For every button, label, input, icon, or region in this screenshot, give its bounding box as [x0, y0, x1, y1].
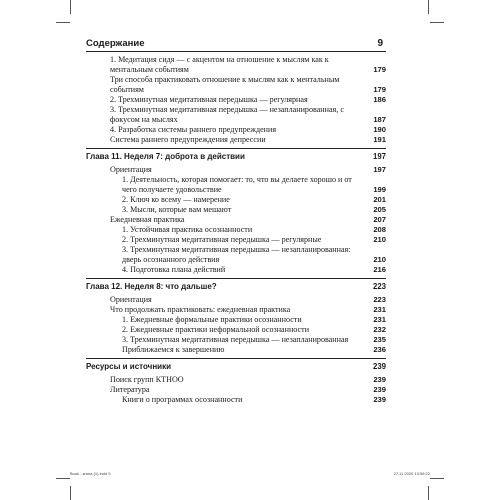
crop-mark	[56, 22, 70, 23]
toc-entry	[86, 75, 386, 95]
toc-entry-title: Ориентация	[110, 165, 152, 174]
toc-entry-page: 239	[373, 385, 386, 394]
toc-entry-page: 232	[373, 325, 386, 334]
toc-entry-page: 190	[373, 125, 386, 134]
toc-entry-title: 2. Трехминутная медитативная передышка — регулярная	[110, 95, 308, 104]
toc-entry-title: Что продолжать практиковать: ежедневная практика	[110, 305, 291, 314]
toc-entry-page: 186	[373, 95, 386, 104]
toc-entry	[86, 265, 386, 275]
toc-entry-page: 191	[373, 135, 386, 144]
toc-entry-title: Глава 11. Неделя 7: доброта в действии	[86, 152, 245, 161]
footer-file-name: Book - книга (1).indd 9	[70, 471, 111, 476]
toc-entry-page: 197	[372, 152, 386, 161]
header-title: Содержание	[86, 38, 145, 49]
toc-entry-page: 207	[373, 215, 386, 224]
toc-entry-page: 199	[373, 185, 386, 194]
crop-mark	[428, 0, 429, 14]
toc-entry	[86, 345, 386, 355]
toc-entry-page: 201	[373, 195, 386, 204]
toc-entry-page: 235	[373, 335, 386, 344]
toc-entry-title: Система раннего предупреждения депрессии	[110, 135, 266, 144]
toc-entry	[86, 325, 386, 335]
toc-entry	[86, 95, 386, 105]
toc-entry	[86, 55, 386, 75]
print-footer	[70, 471, 430, 476]
toc-entry	[86, 235, 386, 245]
crop-mark	[430, 22, 444, 23]
toc-entry-page: 208	[373, 225, 386, 234]
running-header	[86, 38, 386, 52]
table-of-contents	[86, 52, 386, 405]
toc-entry	[86, 215, 386, 225]
toc-entry-title: 2. Ежедневные практики неформальной осознанности	[122, 325, 310, 334]
toc-entry	[86, 125, 386, 135]
crop-mark	[56, 478, 70, 479]
toc-entry	[86, 315, 386, 325]
toc-entry-page: 239	[373, 375, 386, 384]
toc-entry	[86, 225, 386, 235]
toc-entry-title: 3. Трехминутная медитативная передышка — незапланированная, с фокусом на мыслях	[110, 105, 344, 124]
toc-entry-title: 1. Устойчивая практика осознанности	[122, 225, 253, 234]
toc-entry-page: 236	[373, 345, 386, 354]
toc-entry-title: Глава 12. Неделя 8: что дальше?	[86, 282, 217, 291]
header-page-number: 9	[377, 38, 383, 49]
toc-entry-page: 239	[372, 362, 386, 371]
toc-chapter-entry	[86, 148, 386, 162]
crop-mark	[70, 486, 71, 500]
toc-entry-title: 4. Подготовка плана действий	[122, 265, 226, 274]
toc-entry	[86, 245, 386, 265]
toc-chapter-entry	[86, 358, 386, 372]
toc-entry	[86, 295, 386, 305]
toc-entry-page: 179	[373, 65, 386, 74]
toc-entry-title: Ресурсы и источники	[86, 362, 171, 371]
toc-entry-title: Ежедневная практика	[110, 215, 185, 224]
toc-entry-title: 2. Ключ ко всему — намерение	[122, 195, 230, 204]
toc-entry-page: 239	[373, 395, 386, 404]
toc-entry-page: 197	[373, 165, 386, 174]
toc-entry-page: 210	[373, 235, 386, 244]
toc-entry-title: 2. Трехминутная медитативная передышка — регулярные	[122, 235, 322, 244]
toc-entry	[86, 205, 386, 215]
toc-entry-title: 3. Трехминутная медитативная передышка — незапланированная: дверь осознанного действия	[122, 245, 351, 264]
toc-entry-title: 4. Разработка системы раннего предупреждения	[110, 125, 277, 134]
toc-entry-title: Приближаемся к завершению	[122, 345, 225, 354]
toc-entry-page: 231	[373, 305, 386, 314]
toc-entry	[86, 335, 386, 345]
toc-entry-title: Литература	[110, 385, 150, 394]
book-page	[86, 38, 386, 405]
toc-entry-title: Книги о программах осознанности	[122, 395, 243, 404]
toc-entry-page: 187	[373, 115, 386, 124]
toc-entry-title: Поиск групп КТНОО	[110, 375, 184, 384]
toc-entry	[86, 385, 386, 395]
toc-chapter-entry	[86, 278, 386, 292]
toc-entry-title: 3. Мысли, которые вам мешают	[122, 205, 232, 214]
toc-entry-page: 179	[373, 85, 386, 94]
toc-entry-page: 223	[373, 295, 386, 304]
toc-entry	[86, 105, 386, 125]
toc-entry-page: 231	[373, 315, 386, 324]
toc-entry	[86, 375, 386, 385]
toc-entry-title: 3. Трехминутная медитативная передышка — незапланированная	[122, 335, 349, 344]
toc-entry-page: 223	[372, 282, 386, 291]
toc-entry-page: 216	[373, 265, 386, 274]
toc-entry	[86, 135, 386, 145]
toc-entry	[86, 305, 386, 315]
toc-entry	[86, 195, 386, 205]
toc-entry	[86, 395, 386, 405]
toc-entry-title: Ориентация	[110, 295, 152, 304]
footer-timestamp: 27.11.2020 13:56:22	[393, 471, 430, 476]
crop-mark	[428, 486, 429, 500]
toc-entry-title: 1. Деятельность, которая помогает: то, что вы делаете хорошо и от чего получаете удовольствие	[122, 175, 352, 194]
crop-mark	[70, 0, 71, 14]
toc-entry-title: 1. Ежедневные формальные практики осознанности	[122, 315, 302, 324]
crop-mark	[430, 478, 444, 479]
toc-entry-page: 205	[373, 205, 386, 214]
toc-entry-page: 210	[373, 255, 386, 264]
toc-entry-title: Три способа практиковать отношение к мыслям как к ментальным событиям	[110, 75, 340, 94]
toc-entry-title: 1. Медитация сидя — с акцентом на отношение к мыслям как к ментальным событиям	[110, 55, 329, 74]
toc-entry	[86, 165, 386, 175]
toc-entry	[86, 175, 386, 195]
